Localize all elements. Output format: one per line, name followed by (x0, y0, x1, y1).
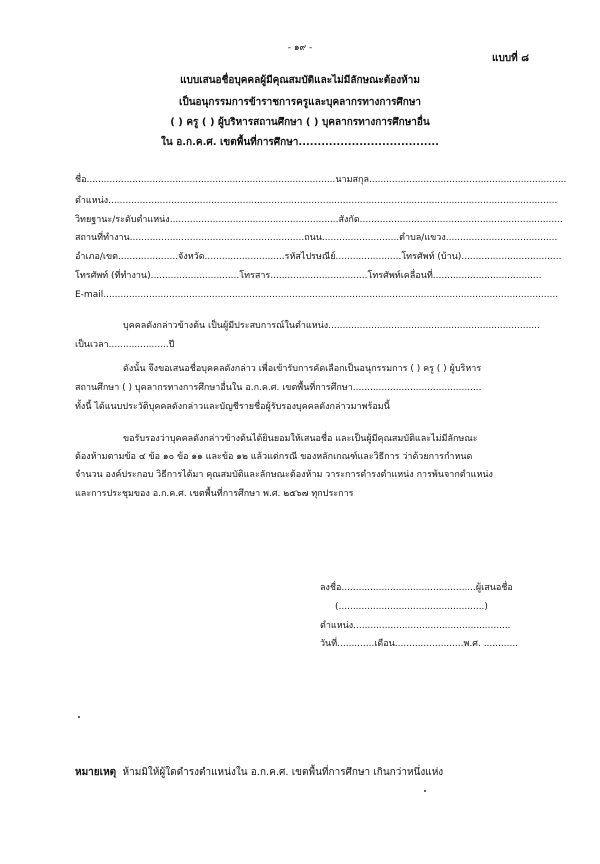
paragraph-2-line-1: ขอรับรองว่าบุคคลดังกล่าวข้างต้นได้ยินยอมให้เสนอชื่อ และเป็นผู้มีคุณสมบัติและไม่มีลักษณะ (123, 434, 478, 444)
field-experience-years: เป็นเวลา.....................ปี (75, 340, 175, 350)
signature-position: ตำแหน่ง....................................................... (320, 621, 511, 631)
note-text: ห้ามมิให้ผู้ใดดำรงตำแหน่งใน อ.ก.ค.ศ. เขตพื้นที่การศึกษา เกินกว่าหนึ่งแห่ง (122, 767, 444, 778)
title-line-2: เป็นอนุกรรมการข้าราชการครูและบุคลากรทางการศึกษา (178, 97, 422, 108)
title-line-1: แบบเสนอชื่อบุคคลผู้มีคุณสมบัติและไม่มีลักษณะต้องห้าม (180, 75, 420, 86)
field-email: E-mail............................................................................................................................................................... (75, 290, 559, 300)
field-experience: บุคคลดังกล่าวข้างต้น เป็นผู้มีประสบการณ์ในตำแหน่ง.......................................................................... (123, 321, 540, 331)
signature-name: (...................................................) (335, 602, 488, 612)
paragraph-1-line-2: สถานศึกษา ( ) บุคลากรทางการศึกษาอื่นใน อ.ก.ค.ศ. เขตพื้นที่การศึกษา............................................. (75, 383, 482, 393)
scan-speck (424, 790, 426, 792)
field-position: ตำแหน่ง............................................................................................................................................................. (75, 196, 558, 206)
signature-date: วันที่.............เดือน........................พ.ศ. ............ (320, 639, 519, 649)
paragraph-1-line-1: ดังนั้น จึงขอเสนอชื่อบุคคลดังกล่าว เพื่อเข้ารับการคัดเลือกเป็นอนุกรรมการ ( ) ครู ( ) ผู้บริหาร (123, 364, 482, 374)
scan-speck (78, 716, 80, 718)
paragraph-2-line-2: ต้องห้ามตามข้อ ๔ ข้อ ๑๐ ข้อ ๑๑ และข้อ ๑๒ แล้วแต่กรณี ของหลักเกณฑ์และวิธีการ ว่าด้วยการกำหนด (75, 452, 473, 462)
field-phone-work: โทรศัพท์ (ที่ทำงาน)...............................โทรสาร..................................โทรศัพท์เคลื่อนที่...................................... (75, 271, 542, 281)
paragraph-2-line-3: จำนวน องค์ประกอบ วิธีการได้มา คุณสมบัติและลักษณะต้องห้าม วาระการดำรงตำแหน่ง การพ้นจากตำแหน่ง (75, 470, 493, 480)
field-rank: วิทยฐานะ/ระดับตำแหน่ง...........................................................สังกัด....................................................................... (75, 215, 563, 225)
field-district: อำเภอ/เขต.....................จังหวัด............................รหัสไปรษณีย์.......................โทรศัพท์ (บ้าน)................................... (75, 252, 562, 262)
paragraph-2-line-4: และการประชุมของ อ.ก.ค.ศ. เขตพื้นที่การศึกษา พ.ศ. ๒๕๖๗ ทุกประการ (75, 489, 354, 499)
title-line-4: ใน อ.ก.ค.ศ. เขตพื้นที่การศึกษา..................................... (161, 137, 439, 148)
form-code: แบบที่ ๘ (492, 53, 529, 64)
signature-sign: ลงชื่อ...............................................ผู้เสนอชื่อ (320, 583, 513, 593)
paragraph-1-line-3: ทั้งนี้ ได้แนบประวัติบุคคลดังกล่าวและบัญชีรายชื่อผู้รับรองบุคคลดังกล่าวมาพร้อมนี้ (75, 402, 390, 412)
note-label: หมายเหตุ (75, 767, 117, 778)
field-name: ชื่อ.......................................................................................นามสกุล..................................................................... (75, 175, 567, 185)
page-number: - ๑๙ - (287, 43, 313, 53)
title-line-3: ( ) ครู ( ) ผู้บริหารสถานศึกษา ( ) บุคลากรทางการศึกษาอื่น (170, 117, 430, 128)
field-workplace: สถานที่ทำงาน.............................................................ถนน...........................ตำบล/แขวง....................................... (75, 233, 558, 243)
note (75, 766, 443, 779)
